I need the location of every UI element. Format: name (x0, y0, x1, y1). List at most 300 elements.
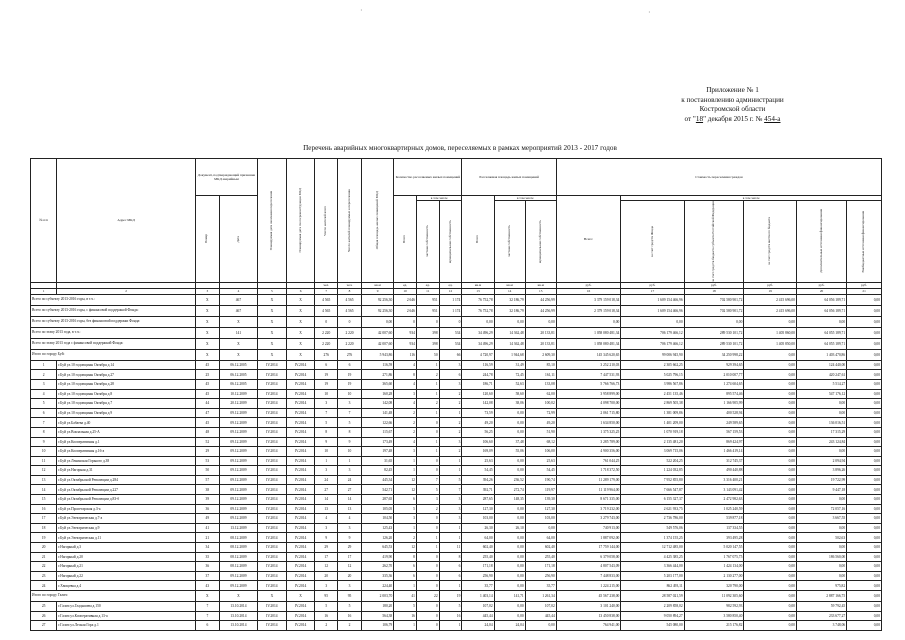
table-cell: 72,45 (494, 370, 525, 380)
table-cell: 10.12.2009 (219, 389, 257, 399)
table-cell: IV.2014 (258, 552, 287, 562)
date-mid: " декабря 2015 г. № (703, 114, 765, 123)
table-cell: 54,45 (462, 466, 494, 476)
header-line3: Костромской области (699, 105, 766, 114)
address-cell: г.Буй ул.10 годовщины Октября д.14 (57, 360, 196, 370)
table-row (31, 475, 882, 485)
table-row (31, 466, 882, 476)
table-cell: IV.2014 (258, 427, 287, 437)
table-cell: 4 (31, 389, 57, 399)
summary-cell: 289 530 101,72 (684, 338, 744, 349)
table-cell: 12 (338, 562, 362, 572)
head-residents-planned: Число жителей планируемых к переселению (338, 159, 362, 283)
table-row (31, 456, 882, 466)
table-cell: 0,00 (847, 523, 882, 533)
table-cell: 57 (195, 475, 219, 485)
table-cell: 4 (394, 360, 417, 370)
summary-cell: 0,00 (744, 349, 797, 360)
table-cell: 0,00 (796, 523, 846, 533)
table-cell: 2 061 715,80 (556, 408, 621, 418)
address-cell: г.Буй ул.Кооперативная д.1 (57, 437, 196, 447)
table-cell: 1 (394, 523, 417, 533)
table-cell: 975,82 (796, 581, 846, 591)
table-cell: 43 (195, 581, 219, 591)
table-cell: 44 (195, 399, 219, 409)
summary-cell: 76 752,78 (462, 294, 494, 305)
summary-cell: 64 056 189,71 (796, 294, 846, 305)
summary-cell: 2 220 (338, 327, 362, 338)
table-cell: 1 767 075,75 (684, 552, 744, 562)
table-cell: 8 (31, 427, 57, 437)
table-cell: 62,00 (525, 389, 556, 399)
column-number-cell: 14 (494, 288, 525, 294)
table-cell: 0,00 (494, 408, 525, 418)
table-cell: 0 (416, 571, 439, 581)
table-cell: 0,00 (744, 437, 797, 447)
table-cell: 15 (31, 495, 57, 505)
summary-cell: 2 379 159 018,34 (556, 305, 621, 316)
table-cell: 244,78 (462, 370, 494, 380)
table-cell: 13.10.2014 (219, 621, 257, 631)
address-cell: г.Нагорный д.3 (57, 543, 196, 553)
table-cell: 51,90 (525, 427, 556, 437)
summary-cell: 92 256,30 (361, 294, 393, 305)
table-cell: 567 159,53 (684, 427, 744, 437)
head-rooms-group: Количество расселяемых жилых помещений (394, 159, 462, 196)
summary-label: Всего по субъекту 2013-2016 годы, в т.ч.: (31, 294, 196, 305)
table-cell: 233 677,27 (796, 611, 846, 621)
table-cell: 215 176,82 (684, 621, 744, 631)
table-row (31, 360, 882, 370)
table-cell: 49 (195, 514, 219, 524)
table-cell: 6 379 058,00 (556, 552, 621, 562)
table-cell: IV.2014 (286, 389, 315, 399)
table-cell: 09.12.2009 (219, 475, 257, 485)
table-cell: IV.2014 (286, 447, 315, 457)
table-cell: 106,79 (361, 621, 393, 631)
table-cell: 29 (195, 447, 219, 457)
date-day: 18 (695, 114, 704, 123)
table-cell: 3 366 444,00 (621, 562, 684, 572)
head-planned-end: Планируемая дата окончания переселения (258, 159, 287, 283)
table-cell: 24,04 (494, 621, 525, 631)
table-cell: 5 (394, 602, 417, 612)
summary-cell: 44 256,99 (525, 294, 556, 305)
table-cell: 0,00 (744, 408, 797, 418)
table-cell: 0,00 (796, 399, 846, 409)
table-cell: 5 (315, 602, 338, 612)
table-cell: 26 (31, 611, 57, 621)
summary-cell: 32 186,79 (494, 294, 525, 305)
table-cell: 104,50 (361, 514, 393, 524)
table-cell: 0 (416, 456, 439, 466)
table-cell: 236,52 (494, 475, 525, 485)
table-cell: 173,49 (361, 437, 393, 447)
table-cell: 3 (338, 399, 362, 409)
table-cell: 4 (315, 514, 338, 524)
table-cell: 8 671 335,00 (556, 495, 621, 505)
summary-cell: 28 587 021,59 (621, 591, 684, 602)
table-cell: 312 745,37 (684, 456, 744, 466)
column-number-cell: 8 (338, 288, 362, 294)
address-cell: г.Буй ул.Нагорная д.31 (57, 466, 196, 476)
table-cell: 161,11 (525, 370, 556, 380)
unit-cell: руб. (684, 282, 744, 288)
table-cell: 0,00 (744, 427, 797, 437)
table-cell: 0,00 (847, 370, 882, 380)
table-cell: 24 (315, 475, 338, 485)
table-cell: 0,00 (494, 581, 525, 591)
table-cell: 3 580 850,40 (684, 611, 744, 621)
table-cell: 1 (439, 581, 462, 591)
column-number-cell: 16 (556, 288, 621, 294)
table-row (31, 495, 882, 505)
table-cell: IV.2014 (286, 611, 315, 621)
table-cell: 52 (195, 437, 219, 447)
table-cell: 0,00 (744, 418, 797, 428)
table-cell: 0 (416, 514, 439, 524)
table-cell: 16 (439, 611, 462, 621)
table-cell: IV.2014 (286, 379, 315, 389)
summary-cell: 145 345 620,65 (556, 349, 621, 360)
summary-cell: Х (195, 349, 219, 360)
scan-dot: · (360, 6, 363, 15)
table-row (31, 370, 882, 380)
table-cell: 10 (338, 447, 362, 457)
table-cell: 115,67 (361, 427, 393, 437)
summary-cell: 4 565 (315, 305, 338, 316)
houses-table (30, 158, 882, 631)
table-cell: 0,00 (744, 602, 797, 612)
table-cell: 0,00 (847, 379, 882, 389)
table-cell: 25 (195, 370, 219, 380)
table-cell: 0,00 (796, 543, 846, 553)
table-cell: 761 044,25 (556, 456, 621, 466)
summary-cell: 2 415 696,00 (744, 305, 797, 316)
table-cell: 0,00 (744, 379, 797, 389)
table-cell: 35 (195, 552, 219, 562)
summary-cell: 398 (416, 327, 439, 338)
table-cell: 16 (394, 611, 417, 621)
table-cell: 09.12.2009 (219, 447, 257, 457)
table-body (31, 294, 882, 630)
unit-cell: кв.м (525, 282, 556, 288)
table-cell: 08.12.2009 (219, 533, 257, 543)
summary-cell: 1 609 154 466,96 (621, 305, 684, 316)
table-cell: 522 204,25 (621, 456, 684, 466)
address-cell: г.Нагорный д.21 (57, 562, 196, 572)
unit-cell: руб. (796, 282, 846, 288)
table-cell: 255,40 (462, 552, 494, 562)
table-cell: 7 (195, 611, 219, 621)
table-cell: 1 (439, 621, 462, 631)
table-cell: 06.12.2005 (219, 379, 257, 389)
table-cell: 4 425 385,25 (621, 552, 684, 562)
table-cell: 21 (31, 552, 57, 562)
table-cell: 3 (394, 389, 417, 399)
table-cell: 7 666 547,87 (621, 485, 684, 495)
table-cell: 1 (338, 456, 362, 466)
table-cell: 0,00 (744, 360, 797, 370)
table-cell: 2 209 858,02 (621, 602, 684, 612)
table-cell: 16 (31, 504, 57, 514)
table-cell: 142,08 (462, 399, 494, 409)
table-cell: 0,00 (494, 466, 525, 476)
column-number-cell: 11 (416, 288, 439, 294)
table-cell: 171,18 (525, 562, 556, 572)
table-cell: 3 (338, 581, 362, 591)
summary-cell: 4 565 (315, 294, 338, 305)
table-cell: 08.12.2009 (219, 552, 257, 562)
table-cell: 6 (195, 621, 219, 631)
table-cell: 2 (315, 621, 338, 631)
table-cell: IV.2014 (286, 514, 315, 524)
table-cell: 2 (439, 418, 462, 428)
summary-cell: 1 405 860,00 (744, 327, 797, 338)
table-cell: 7 (416, 475, 439, 485)
table-cell: 10 (338, 389, 362, 399)
table-cell: 7 448 833,00 (556, 571, 621, 581)
address-cell: г.Галич ул.Гладышева д.150 (57, 602, 196, 612)
table-cell: 37 (195, 571, 219, 581)
table-cell: 17 (338, 552, 362, 562)
table-cell: 22 (31, 562, 57, 572)
table-cell: 11 119 964,00 (556, 485, 621, 495)
table-cell: 249 589,65 (684, 418, 744, 428)
table-cell: 0,00 (796, 562, 846, 572)
table-cell: IV.2014 (258, 466, 287, 476)
table-cell: 5 514,27 (796, 379, 846, 389)
table-cell: IV.2014 (258, 418, 287, 428)
table-cell: 68,12 (525, 437, 556, 447)
table-cell: 2 (439, 399, 462, 409)
table-cell: 0,00 (847, 399, 882, 409)
table-cell: 3 (315, 581, 338, 591)
table-cell: 35,77 (462, 581, 494, 591)
table-cell: 127,30 (462, 504, 494, 514)
summary-cell: 467 (219, 305, 257, 316)
table-cell: 445,44 (525, 611, 556, 621)
summary-cell: 0,00 (796, 316, 846, 327)
table-cell: 16 (338, 611, 362, 621)
table-cell: 0,00 (494, 514, 525, 524)
table-cell: 1 (416, 533, 439, 543)
table-cell: 1 381 009,86 (621, 408, 684, 418)
summary-cell: 92 256,30 (361, 305, 393, 316)
head-area-private: частная собственность (494, 201, 525, 283)
table-cell: 6 (31, 408, 57, 418)
table-cell: 8 (315, 427, 338, 437)
unit-cell: руб. (621, 282, 684, 288)
table-cell: 9 050 894,27 (621, 611, 684, 621)
table-cell: 9 (338, 437, 362, 447)
table-cell: 19 (315, 379, 338, 389)
summary-cell: Х (258, 349, 287, 360)
table-cell: 20.12.2009 (219, 399, 257, 409)
summary-row (31, 305, 882, 316)
column-number-cell: 20 (796, 288, 846, 294)
head-cost-fund: за счет средств Фонда (621, 201, 684, 283)
summary-cell: 0,00 (847, 327, 882, 338)
table-cell: 0,00 (744, 389, 797, 399)
summary-cell: 64 055 189,71 (796, 338, 846, 349)
summary-cell: Х (286, 294, 315, 305)
summary-cell: 934 (394, 338, 417, 349)
table-cell: 6 (394, 495, 417, 505)
table-cell: 645,53 (361, 543, 393, 553)
table-cell: IV.2014 (258, 581, 287, 591)
table-cell: 19 (338, 379, 362, 389)
table-cell: 0,00 (847, 389, 882, 399)
summary-cell: 2 887 166,75 (796, 591, 846, 602)
table-cell: 35,77 (525, 581, 556, 591)
summary-cell: Х (219, 349, 257, 360)
table-cell: 1 424 134,00 (684, 562, 744, 572)
table-cell: 3 (338, 523, 362, 533)
table-cell: 16 (315, 611, 338, 621)
table-cell: 6 (394, 562, 417, 572)
table-cell: 53 (195, 456, 219, 466)
summary-cell: 934 (394, 327, 417, 338)
summary-cell: 0,00 (556, 316, 621, 327)
summary-cell: 0,00 (847, 294, 882, 305)
table-cell: 0,00 (744, 581, 797, 591)
summary-row (31, 294, 882, 305)
head-residents: Число жителей всего (315, 159, 338, 283)
summary-label: Всего по субъекту 2013-2016 годы, без финансовой поддержки Фонда: (31, 316, 196, 327)
table-cell: 09.12.2009 (219, 456, 257, 466)
date-prefix: от " (684, 114, 696, 123)
summary-cell: 141 (219, 327, 257, 338)
table-cell: 31,49 (494, 360, 525, 370)
table-cell: 17 (31, 514, 57, 524)
summary-cell: 1 261,34 (525, 591, 556, 602)
table-cell: 3 (439, 495, 462, 505)
head-cost-group: Стоимость переселения граждан (556, 159, 881, 196)
table-cell: 0,00 (744, 514, 797, 524)
table-cell: 1 (31, 360, 57, 370)
table-cell: 4 (338, 514, 362, 524)
summary-cell: 0,00 (847, 305, 882, 316)
table-cell: 5 (315, 418, 338, 428)
table-cell: 0,00 (744, 466, 797, 476)
summary-cell: 1 174 (439, 305, 462, 316)
table-cell: 125,43 (361, 523, 393, 533)
table-cell: 3 667,55 (796, 514, 846, 524)
table-cell: 0,00 (847, 611, 882, 621)
table-cell: 169,09 (462, 447, 494, 457)
table-cell: 224,40 (361, 581, 393, 591)
table-cell: 1 224 215,00 (556, 581, 621, 591)
table-cell: IV.2014 (258, 611, 287, 621)
table-cell: 0,00 (847, 621, 882, 631)
table-cell: 3 316 400,21 (684, 475, 744, 485)
table-cell: IV.2014 (258, 621, 287, 631)
table-cell: 6 (315, 360, 338, 370)
table-cell: 103,00 (525, 514, 556, 524)
column-number-cell: 9 (361, 288, 393, 294)
table-cell: IV.2014 (258, 523, 287, 533)
table-cell: 7 (338, 408, 362, 418)
table-cell: 24 (338, 475, 362, 485)
table-cell: 1 375 325,25 (556, 427, 621, 437)
table-cell: 545 080,00 (621, 621, 684, 631)
table-cell: 5 (394, 504, 417, 514)
table-cell: 73,59 (462, 408, 494, 418)
summary-cell: 467 (219, 294, 257, 305)
table-cell: 82,45 (361, 466, 393, 476)
summary-cell: 4 565 (338, 305, 362, 316)
table-cell: 2 305 662,25 (621, 360, 684, 370)
table-cell: 445,44 (462, 611, 494, 621)
address-cell: г.Буй ул.Вокзальная д.25-А (57, 427, 196, 437)
table-cell: 3 719 232,00 (556, 504, 621, 514)
table-cell: IV.2014 (258, 504, 287, 514)
head-area-group: Расселяемая площадь жилых помещений (462, 159, 556, 196)
table-cell: 21 (195, 533, 219, 543)
summary-cell: 3 379 159 018,34 (556, 294, 621, 305)
table-cell: 0,00 (744, 571, 797, 581)
table-cell: 4 807 543,09 (556, 562, 621, 572)
table-cell: 20 (338, 571, 362, 581)
table-cell: 8 (394, 370, 417, 380)
summary-cell: 76 752,78 (462, 305, 494, 316)
table-cell: IV.2014 (258, 456, 287, 466)
head-doc-group: Документ, подтверждающий признание МКД аварийным (195, 159, 257, 196)
table-cell: 5 (439, 602, 462, 612)
summary-cell: 116 (394, 349, 417, 360)
summary-cell: Х (195, 591, 219, 602)
head-total-area: Общая площадь жилых помещений МКД (361, 159, 393, 283)
table-cell: 45 (195, 389, 219, 399)
table-cell: 1 466 419,14 (684, 447, 744, 457)
summary-cell: 951 (416, 294, 439, 305)
table-cell: 0,00 (494, 611, 525, 621)
summary-cell: 44 256,99 (525, 305, 556, 316)
column-number-cell: 5 (258, 288, 287, 294)
address-cell: г.Буй ул.Пролетарская д.3-а (57, 504, 196, 514)
summary-cell: Х (286, 305, 315, 316)
table-cell: 72,99 (525, 408, 556, 418)
summary-cell: Х (286, 338, 315, 349)
table-row (31, 533, 882, 543)
head-cost-incl: в том числе (621, 196, 882, 201)
table-cell: 2 (31, 370, 57, 380)
table-cell: 52,63 (494, 379, 525, 389)
table-cell: 26,10 (494, 523, 525, 533)
table-cell: 0 (416, 581, 439, 591)
table-cell: 0,00 (796, 571, 846, 581)
summary-row (31, 349, 882, 360)
table-cell: IV.2014 (286, 571, 315, 581)
summary-cell: 1 058 080 481,34 (556, 338, 621, 349)
table-cell: 0 (416, 621, 439, 631)
table-cell: 127,30 (525, 504, 556, 514)
table-cell: 09.12.2009 (219, 418, 257, 428)
head-rooms-municipal: муниципальная собственность (439, 201, 462, 283)
summary-cell: 0,00 (744, 316, 797, 327)
summary-cell: 0 (338, 316, 362, 327)
summary-cell: 2 003,70 (361, 591, 393, 602)
table-cell: 393 495,28 (684, 533, 744, 543)
table-cell: 4 (394, 399, 417, 409)
table-cell: 119,97 (525, 485, 556, 495)
table-cell: 31,65 (361, 456, 393, 466)
summary-cell: Х (286, 349, 315, 360)
table-cell: 0,00 (847, 552, 882, 562)
table-cell: 0 (416, 602, 439, 612)
table-cell: 3 252 210,03 (556, 360, 621, 370)
